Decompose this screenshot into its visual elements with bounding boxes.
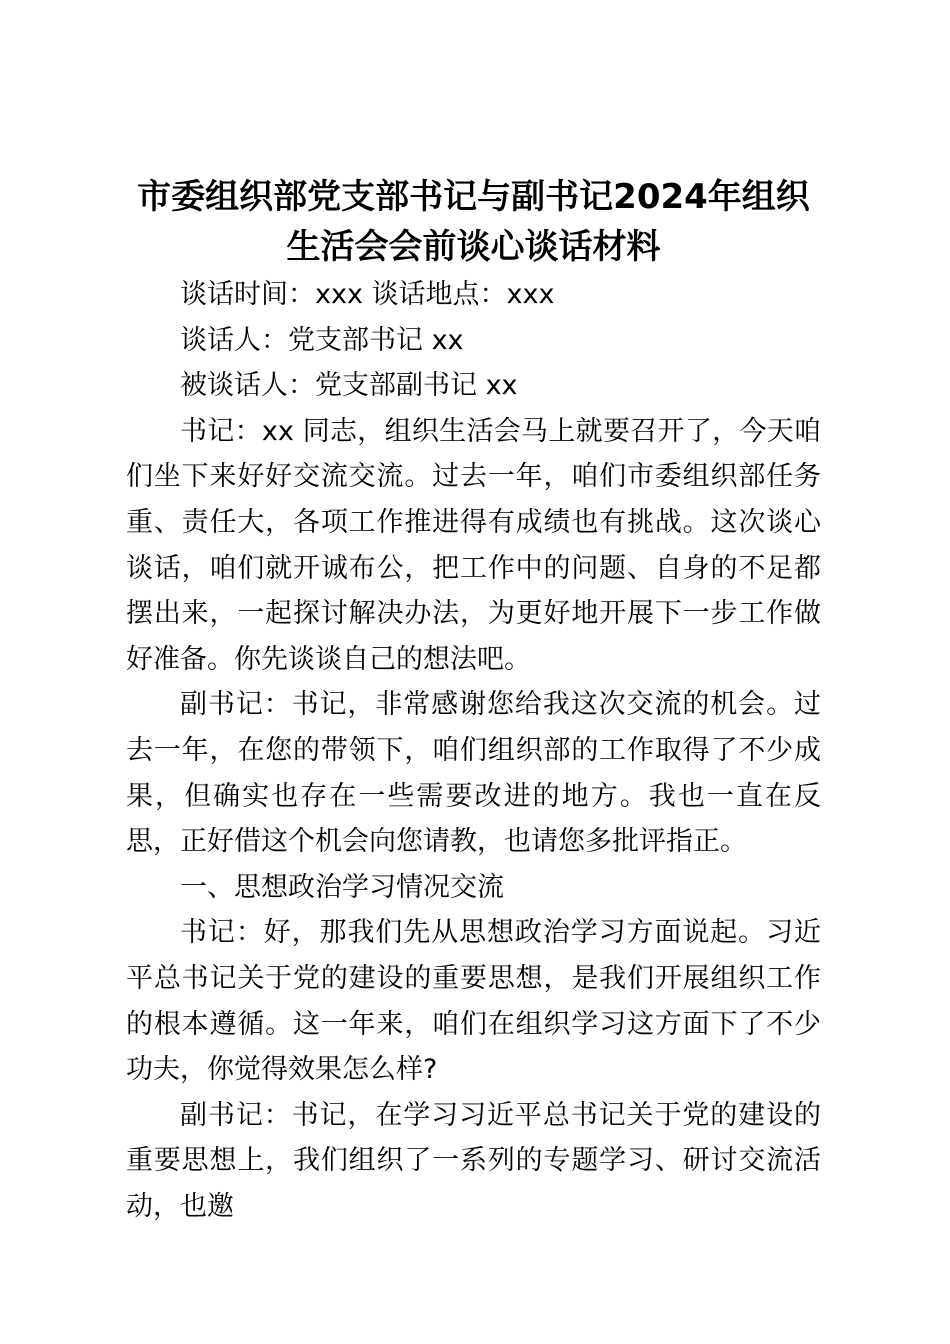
title-line-1: 市委组织部党支部书记与副书记2024年组织 (137, 177, 810, 217)
paragraph-deputy-study-answer: 副书记：书记，在学习习近平总书记关于党的建设的重要思想上，我们组织了一系列的专题学习、研讨交流活动，也邀 (126, 1099, 821, 1222)
document-title (126, 172, 821, 272)
document-body (126, 172, 821, 1229)
section-heading-political-study: 一、思想政治学习情况交流 (180, 871, 504, 903)
paragraph-deputy-response: 副书记：书记，非常感谢您给我这次交流的机会。过去一年，在您的带领下，咱们组织部的工作取得了不少成果，但确实也存在一些需要改进的地方。我也一直在反思，正好借这个机会向您请教，也请您多批评指正。 (126, 689, 821, 858)
talker: 谈话人：党支部书记 xx (180, 324, 464, 356)
paragraph-secretary-opening: 书记：xx 同志，组织生活会马上就要召开了，今天咱们坐下来好好交流交流。过去一年，咱们市委组织部任务重、责任大，各项工作推进得有成绩也有挑战。这次谈心谈话，咱们就开诚布公，把工作中的问题、自身的不足都摆出来，一起探讨解决办法，为更好地开展下一步工作做好准备。你先谈谈自己的想法吧。 (126, 415, 821, 675)
talk-time-place: 谈话时间：xxx 谈话地点：xxx (180, 279, 555, 310)
paragraph-secretary-study-question: 书记：好，那我们先从思想政治学习方面说起。习近平总书记关于党的建设的重要思想，是我们开展组织工作的根本遵循。这一年来，咱们在组织学习这方面下了不少功夫，你觉得效果怎么样? (126, 917, 821, 1086)
interviewee: 被谈话人：党支部副书记 xx (180, 370, 518, 402)
title-line-2: 生活会会前谈心谈话材料 (286, 227, 661, 267)
